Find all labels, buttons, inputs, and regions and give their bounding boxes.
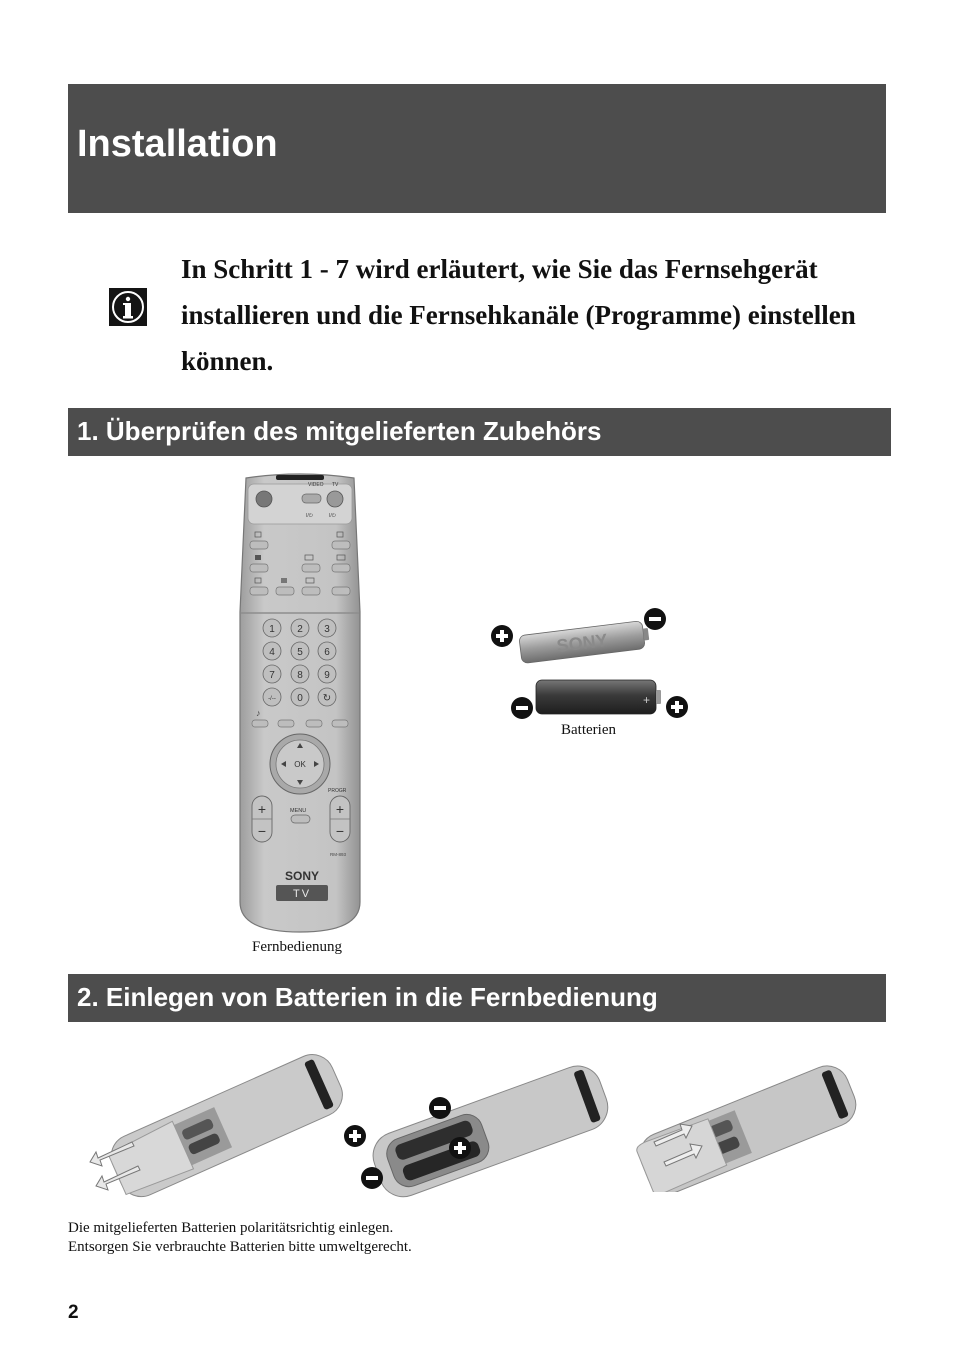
battery-note [68,1219,412,1257]
page-title: Installation [77,123,278,165]
batteries-caption: Batterien [561,722,616,738]
key-5: 5 [297,647,303,658]
power-label-video: I/⏻ [306,513,313,519]
plus-icon [344,1125,366,1147]
key-8: 8 [297,670,303,681]
model-label: RM-893 [330,852,347,857]
music-note-icon: ♪ [256,708,261,718]
plus-icon [491,625,513,647]
batteries-image [488,604,696,720]
key-6: 6 [324,647,330,658]
section-2-title: 2. Einlegen von Batterien in die Fernbedienung [77,982,658,1012]
info-icon [109,288,147,326]
minus-icon [429,1097,451,1119]
battery-note-line-1: Die mitgelieferten Batterien polaritätsrichtig einlegen. [68,1220,394,1236]
intro-text: In Schritt 1 - 7 wird erläutert, wie Sie das Fernsehgerät installieren und die Fernsehkanäle (Programme) einstellen können. [181,254,856,376]
remote-brand: SONY [284,869,320,883]
remote-tv-label: TV [292,888,312,900]
key-4: 4 [269,647,275,658]
close-cover-image [628,1056,860,1192]
remote-control-image [236,472,364,934]
svg-text:−: − [335,823,345,839]
battery-note-line-2: Entsorgen Sie verbrauchte Batterien bitte umweltgerecht. [68,1239,412,1255]
tv-button-label: TV [332,482,339,488]
key-return: ↻ [322,693,332,704]
video-label: VIDEO [308,482,324,488]
key-3: 3 [324,624,330,635]
ok-label: OK [294,760,306,769]
minus-icon [644,608,666,630]
key-dash: -/-- [268,696,276,702]
page-number: 2 [68,1302,79,1323]
plus-icon [449,1137,471,1159]
menu-label: MENU [290,808,307,814]
key-7: 7 [269,670,275,681]
battery-brand: SONY [555,630,609,657]
insert-batteries-image [340,1052,610,1198]
power-label-tv: I/⏻ [329,513,336,519]
key-9: 9 [324,670,330,681]
plus-icon [666,696,688,718]
open-cover-image [86,1046,348,1198]
svg-text:+: + [643,693,651,707]
svg-text:−: − [257,823,267,839]
key-1: 1 [269,624,275,635]
section-1-title: 1. Überprüfen des mitgelieferten Zubehörs [77,416,602,446]
key-2: 2 [297,624,303,635]
key-0: 0 [297,693,303,704]
minus-icon [361,1167,383,1189]
svg-text:+: + [335,801,345,817]
minus-icon [511,697,533,719]
progr-label: PROGR [328,788,347,794]
remote-caption: Fernbedienung [252,939,342,955]
svg-text:+: + [257,801,267,817]
